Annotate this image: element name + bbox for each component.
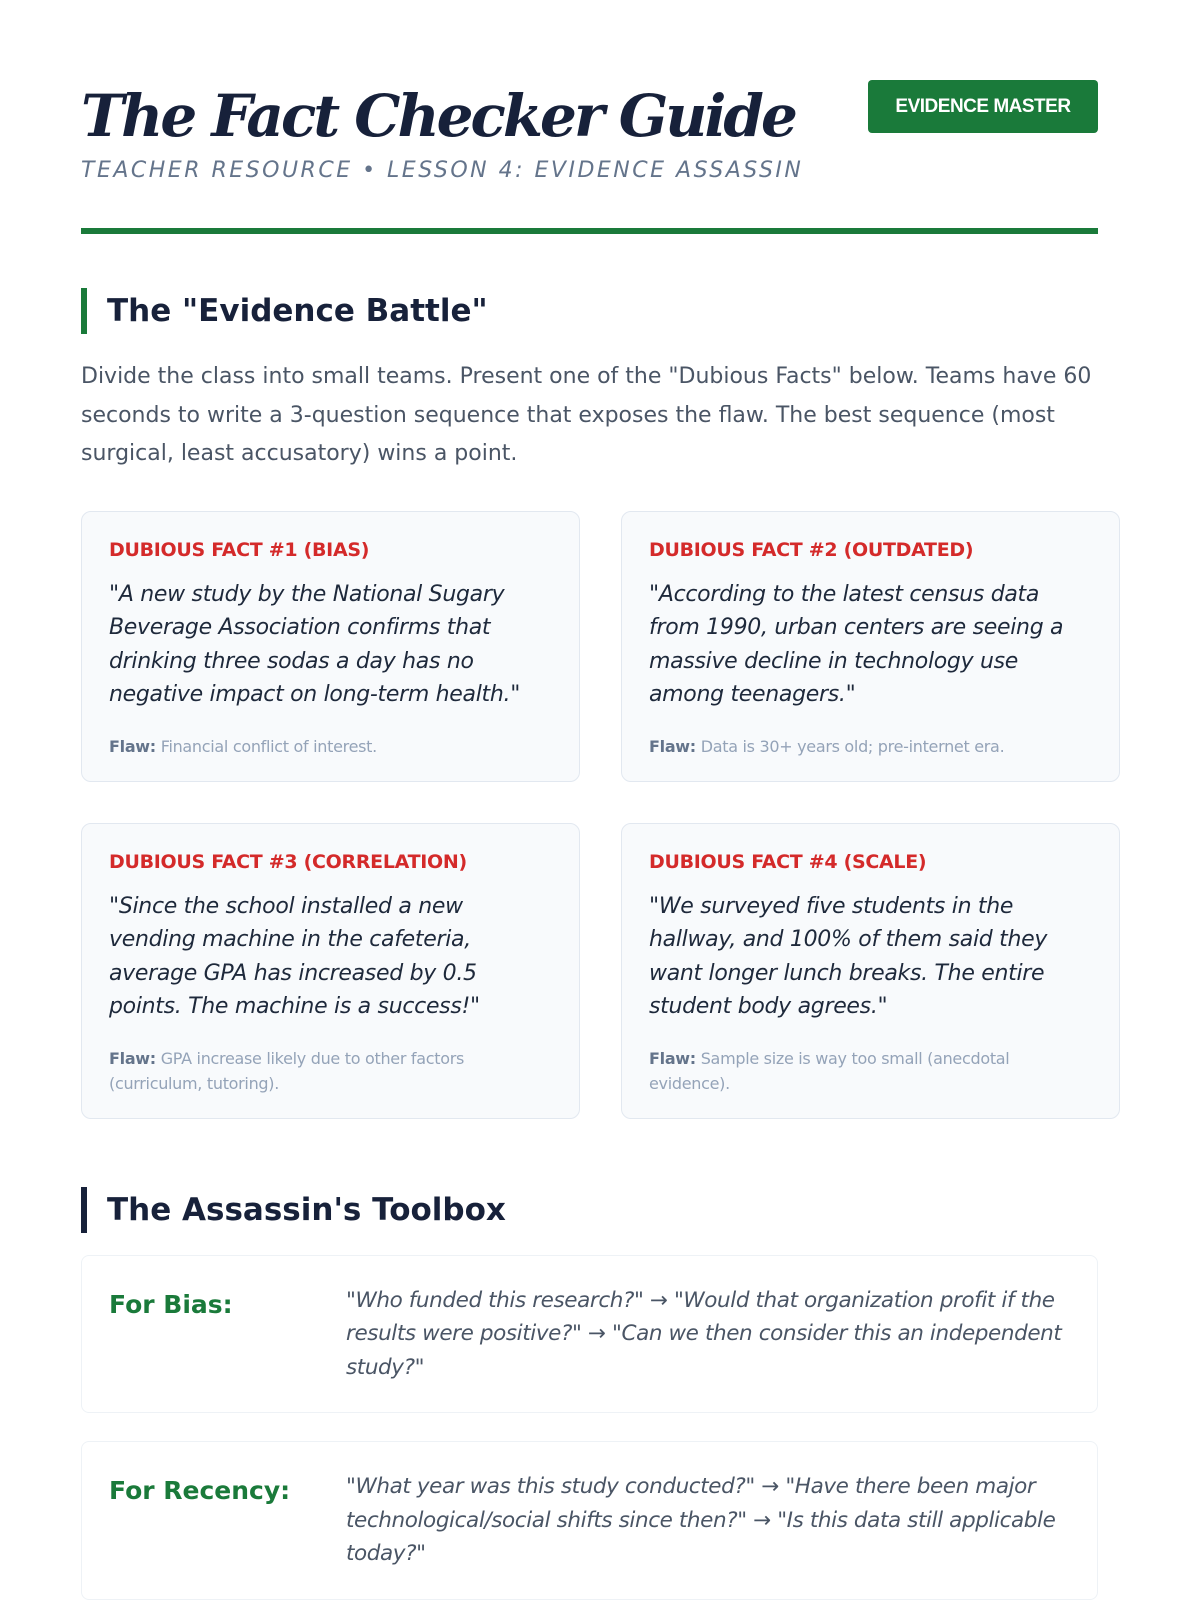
fact-flaw: [649, 1046, 1093, 1096]
page-header: [81, 0, 1098, 234]
fact-label: DUBIOUS FACT #3 (CORRELATION): [109, 850, 467, 873]
flaw-text: Data is 30+ years old; pre-internet era.: [700, 736, 1005, 756]
flaw-label: Flaw:: [109, 736, 156, 756]
fact-quote: "We surveyed five students in the hallway, and 100% of them said they want longer lunch breaks. The entire student body agrees.": [649, 893, 1048, 1019]
fact-label: DUBIOUS FACT #2 (OUTDATED): [649, 538, 974, 561]
dubious-fact-card-2: [621, 511, 1120, 782]
toolbox-item-bias: [81, 1255, 1098, 1414]
tool-name: For Recency:: [109, 1476, 291, 1505]
flaw-text: Sample size is way too small (anecdotal evidence).: [649, 1048, 1010, 1093]
evidence-battle-section: [81, 288, 1098, 1119]
page-title: The Fact Checker Guide: [81, 82, 795, 150]
fact-label: DUBIOUS FACT #4 (SCALE): [649, 850, 927, 873]
flaw-text: Financial conflict of interest.: [160, 736, 377, 756]
evidence-battle-heading: The "Evidence Battle": [81, 288, 1098, 334]
tool-name: For Bias:: [109, 1289, 233, 1319]
evidence-master-badge: EVIDENCE MASTER: [868, 80, 1098, 133]
fact-flaw: [109, 1046, 553, 1096]
dubious-fact-card-3: [81, 823, 580, 1119]
dubious-facts-grid: [81, 511, 1098, 1119]
tool-questions: "Who funded this research?" → "Would that organization profit if the results were positive?" → "Can we then consider this an independent study?": [346, 1287, 1062, 1380]
fact-quote: "According to the latest census data from 1990, urban centers are seeing a massive decline in technology use among teenagers.": [649, 581, 1064, 707]
toolbox-item-recency: [81, 1441, 1098, 1600]
fact-flaw: [109, 734, 553, 759]
evidence-battle-intro: Divide the class into small teams. Present one of the "Dubious Facts" below. Teams have 60 seconds to write a 3-question sequence that exposes the flaw. The best sequence (most surgical, least accusatory) wins a point.: [81, 364, 1092, 466]
page-subtitle: TEACHER RESOURCE • LESSON 4: EVIDENCE ASSASSIN: [81, 158, 804, 183]
fact-quote: "Since the school installed a new vending machine in the cafeteria, average GPA has increased by 0.5 points. The machine is a success!": [109, 893, 480, 1019]
assassins-toolbox-section: [81, 1187, 1098, 1600]
assassins-toolbox-heading: The Assassin's Toolbox: [81, 1187, 1098, 1233]
fact-label: DUBIOUS FACT #1 (BIAS): [109, 538, 370, 561]
fact-quote: "A new study by the National Sugary Beverage Association confirms that drinking three sodas a day has no negative impact on long-term health.": [109, 581, 521, 707]
flaw-text: GPA increase likely due to other factors (curriculum, tutoring).: [109, 1048, 465, 1093]
flaw-label: Flaw:: [109, 1048, 156, 1068]
dubious-fact-card-4: [621, 823, 1120, 1119]
flaw-label: Flaw:: [649, 736, 696, 756]
dubious-fact-card-1: [81, 511, 580, 782]
tool-questions: "What year was this study conducted?" → "Have there been major technological/social shifts since then?" → "Is this data still applicable today?": [346, 1474, 1056, 1566]
flaw-label: Flaw:: [649, 1048, 696, 1068]
header-divider: [81, 228, 1098, 234]
fact-flaw: [649, 734, 1093, 759]
